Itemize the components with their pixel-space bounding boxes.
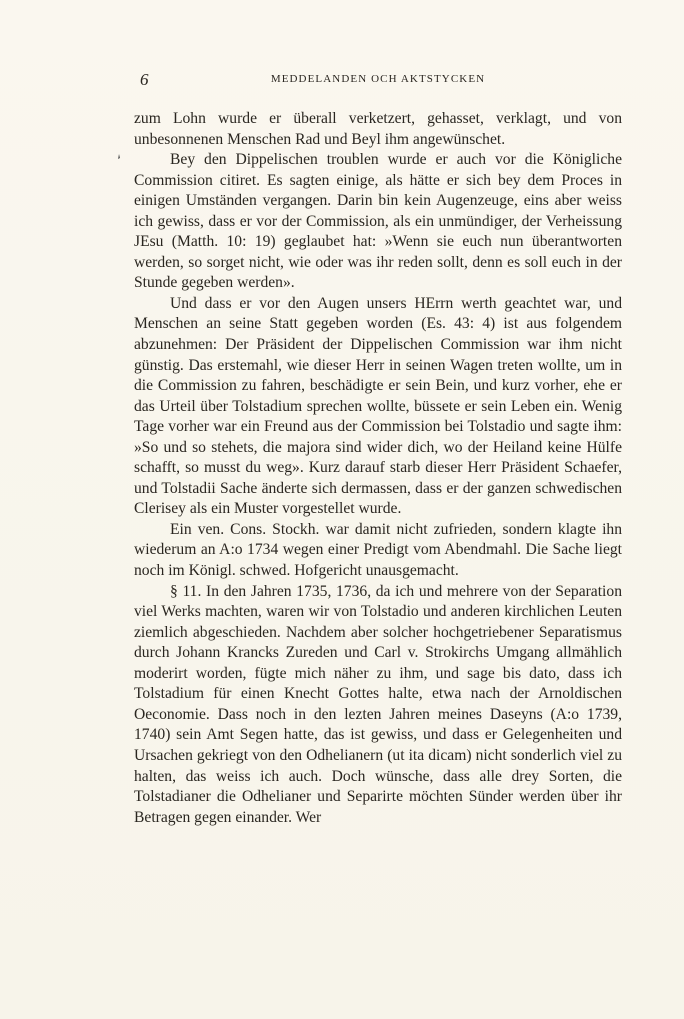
page-number: 6	[140, 70, 149, 89]
paragraph: Ein ven. Cons. Stockh. war damit nicht zufrieden, sondern klagte ihn wiederum an A:o 1734 wegen einer Predigt vom Abendmahl. Die Sache liegt noch im Königl. schwed. Hofgericht unausgemacht.	[134, 520, 622, 580]
paragraph: Und dass er vor den Augen unsers HErrn werth geachtet war, und Menschen an seine Statt gegeben worden (Es. 43: 4) ist aus folgendem abzunehmen: Der Präsident der Dippelischen Commission war ihm nicht günstig. Das erstemahl, wie dieser Herr in seinen Wagen treten wollte, um in die Commission zu fahren, beschädigte er sein Bein, und kurz vorher, ehe er das Urteil über Tolstadium sprechen wollte, büssete er sein Leben ein. Wenig Tage vorher war ein Freund aus der Commission bei Tolstadio und sagte ihm: »So und so stehets, die majora sind wider dich, wo der Heiland keine Hülfe schafft, so musst du weg». Kurz darauf starb dieser Herr Präsident Schaefer, und Tolstadii Sache änderte sich dermassen, dass er der ganzen schwedischen Clerisey als ein Muster vorgestellet wurde.	[134, 294, 622, 518]
margin-mark	[117, 154, 121, 160]
running-title: MEDDELANDEN OCH AKTSTYCKEN	[270, 73, 486, 85]
paragraph: zum Lohn wurde er überall verketzert, gehasset, verklagt, und von unbesonnenen Menschen Rad und Beyl ihm angewünschet.	[134, 110, 622, 148]
paragraph: § 11. In den Jahren 1735, 1736, da ich und mehrere von der Separation viel Werks machten, waren wir von Tolstadio und anderen kirchlichen Leuten ziemlich abgeschieden. Nachdem aber solcher hochgetriebener Separatismus durch Johann Krancks Zureden und Carl v. Strokirchs Umgang allmählich moderirt worden, fügte mich näher zu ihm, und sage bis dato, dass ich Tolstadium für einen Knecht Gottes halte, etwa nach der Arnoldischen Oeconomie. Dass noch in den lezten Jahren meines Daseyns (A:o 1739, 1740) sein Amt Segen hatte, das ist gewiss, und dass er Gelegenheiten und Ursachen gekriegt von den Odhelianern (ut ita dicam) nicht sonderlich viel zu halten, das weiss ich auch. Doch wünsche, dass alle drey Sorten, die Tolstadianer die Odhelianer und Separirte möchten Sünder werden über ihr Betragen gegen einander. Wer	[134, 582, 622, 826]
body-text	[134, 109, 622, 828]
paragraph: Bey den Dippelischen troublen wurde er auch vor die Königliche Commission citiret. Es sagten einige, als hätte er sich bey dem Proces in einigen Umständen vergangen. Darin bin kein Augenzeuge, eins aber weiss ich gewiss, dass er vor der Commission, als ein unmündiger, der Verheissung JEsu (Matth. 10: 19) geglaubet hat: »Wenn sie euch nun überantworten werden, so sorget nicht, wie oder was ihr reden sollt, denn es soll euch in der Stunde gegeben werden».	[134, 151, 622, 292]
page-header	[134, 70, 622, 90]
